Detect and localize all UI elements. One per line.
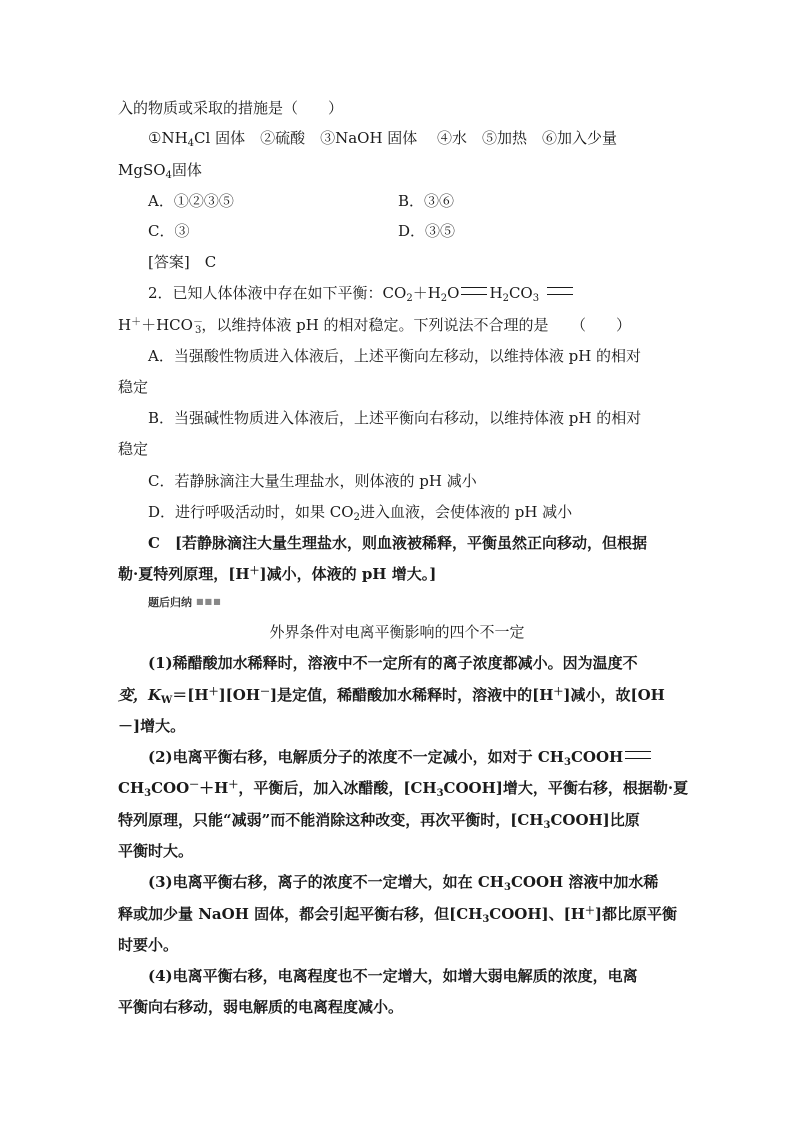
q1-choice-b: B．③⑥ [398, 192, 455, 210]
summary-p2-line2: $CH_3COO^-+H^+$，平衡后，加入冰醋酸，$[CH_3COOH]$增大，平衡右移，根据勒·夏 [118, 779, 689, 799]
summary-p1-line2: 变，$K_W=[H^+][OH^-]$是定值，稀醋酸加水稀释时，溶液中的[H＋]减小，故[OH [118, 686, 665, 706]
summary-p1-line1: (1)稀醋酸加水稀释时，溶液中不一定所有的离子浓度都减小。因为温度不 [148, 654, 638, 672]
summary-p2-line1: (2)电离平衡右移，电解质分子的浓度不一定减小，如对于 $CH_3COOH$ [148, 747, 708, 767]
q2-explanation-line2: 勒·夏特列原理，[H＋]减小，体液的 pH 增大。] [118, 565, 437, 583]
summary-p3-line2: 释或加少量 NaOH 固体，都会引起平衡右移，但$[CH_3COOH]$、[H＋]都比原平衡 [118, 905, 678, 925]
q2-option-b-line1: B．当强碱性物质进入体液后，上述平衡向右移动，以维持体液 pH 的相对 [148, 409, 642, 427]
equilibrium-arrow-icon [547, 287, 573, 295]
equilibrium-arrow-icon [461, 287, 487, 295]
q2-option-c: C．若静脉滴注大量生理盐水，则体液的 pH 减小 [148, 472, 477, 490]
q2-stem-line1: 2．已知人体体液中存在如下平衡：$CO_2+H_2O$ $H_2CO_3$ [148, 283, 708, 303]
q2-option-d: D．进行呼吸活动时，如果 $CO_2$进入血液，会使体液的 pH 减小 [148, 503, 573, 523]
q1-choice-a: A．①②③⑤ [148, 192, 234, 210]
tag-dots-icon: ■■■ [196, 597, 222, 606]
q2-explanation-line1: C [若静脉滴注大量生理盐水，则血液被稀释，平衡虽然正向移动，但根据 [148, 534, 648, 552]
q1-choice-d: D．③⑤ [398, 222, 456, 240]
summary-p4-line1: (4)电离平衡右移，电离程度也不一定增大，如增大弱电解质的浓度，电离 [148, 967, 638, 985]
summary-tag: 题后归纳 ■■■ [148, 596, 222, 609]
summary-p2-line4: 平衡时大。 [118, 842, 194, 860]
q2-stem-line2: $H^++HCO^-_3$，以维持体液 pH 的相对稳定。下列说法不合理的是 （ ） [118, 316, 632, 336]
q2-option-a-line1: A．当强酸性物质进入体液后，上述平衡向左移动，以维持体液 pH 的相对 [148, 347, 642, 365]
q2-option-a-line2: 稳定 [118, 378, 149, 396]
summary-title: 外界条件对电离平衡影响的四个不一定 [269, 623, 525, 641]
q2-option-b-line2: 稳定 [118, 440, 149, 458]
q1-choice-c: C．③ [148, 222, 190, 240]
summary-p3-line1: (3)电离平衡右移，离子的浓度不一定增大，如在 $CH_3COOH$ 溶液中加水稀 [148, 873, 659, 893]
equilibrium-arrow-icon [625, 751, 651, 759]
summary-p4-line2: 平衡向右移动，弱电解质的电离程度减小。 [118, 998, 404, 1016]
summary-p1-line3: －]增大。 [118, 717, 186, 735]
q1-options-line1: $①NH_4Cl$ 固体 ②硫酸 ③NaOH 固体 ④水 ⑤加热 ⑥加入少量 [148, 129, 618, 149]
q1-options-line2: MgSO$_4$固体 [118, 161, 202, 181]
summary-p2-line3: 特列原理，只能“减弱”而不能消除这种改变，再次平衡时，$[CH_3COOH]$比原 [118, 811, 640, 831]
q1-answer: [答案] C [148, 253, 217, 271]
q1-stem-tail: 入的物质或采取的措施是（ ） [118, 99, 344, 117]
summary-p3-line3: 时要小。 [118, 936, 179, 954]
